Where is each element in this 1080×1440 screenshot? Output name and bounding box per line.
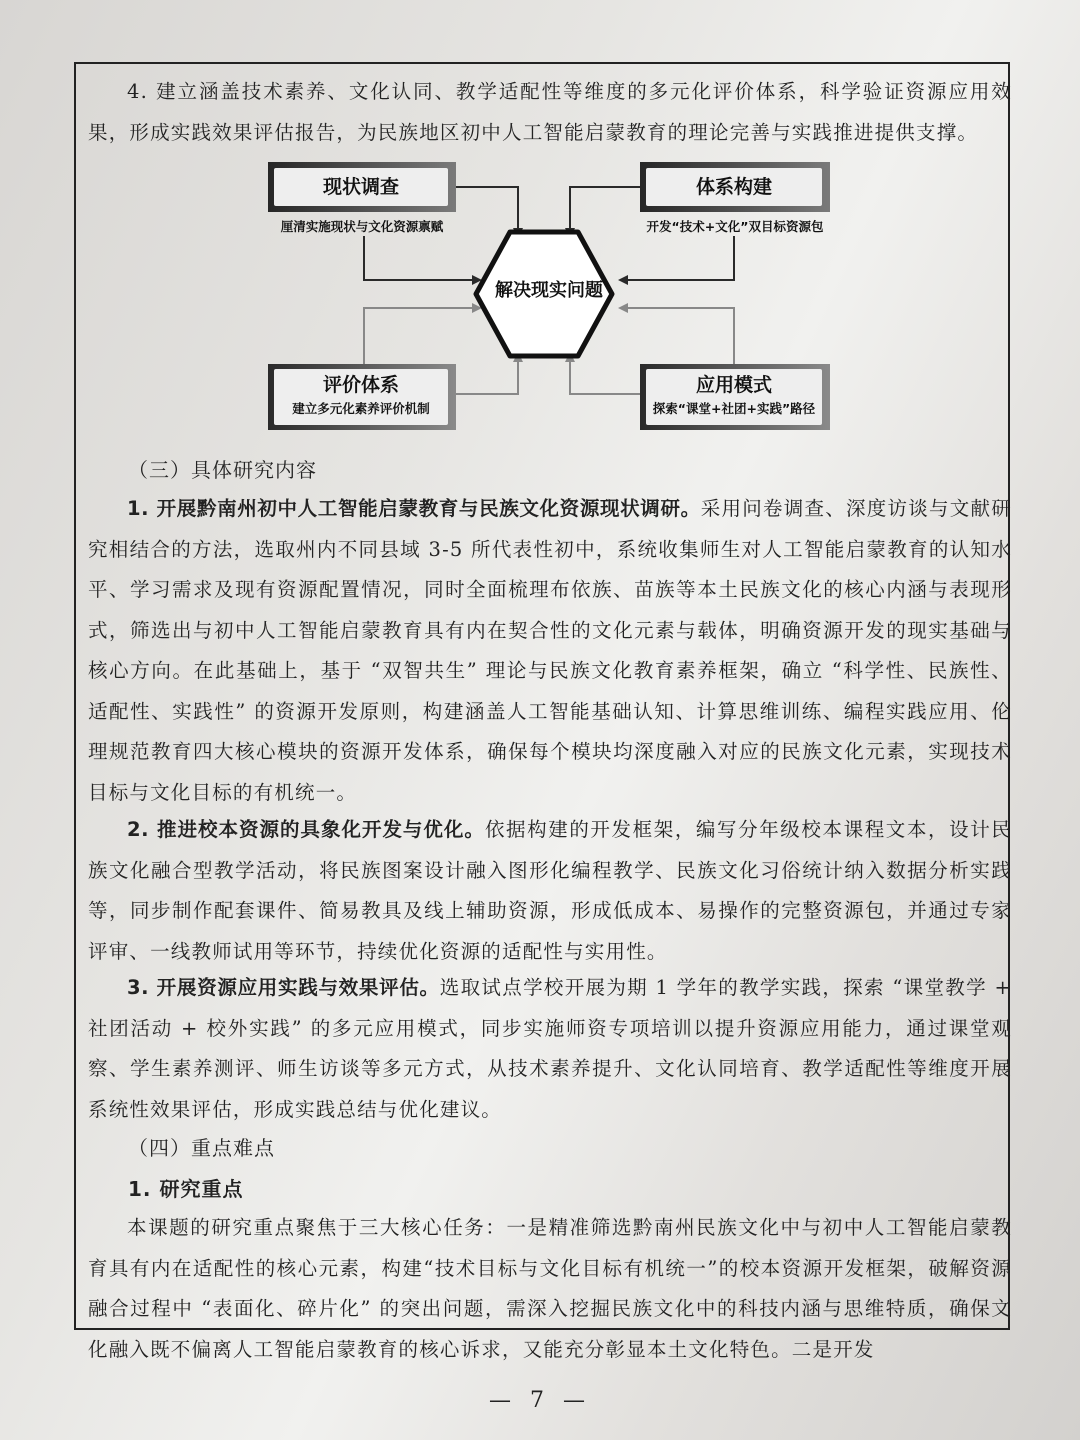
focus-paragraph: 本课题的研究重点聚焦于三大核心任务：一是精准筛选黔南州民族文化中与初中人工智能启蒙教育具有内在适配性的核心元素，构建“技术目标与文化目标有机统一”的校本资源开发框架，破解资源融合过程中 “表面化、碎片化” 的突出问题，需深入挖掘民族文化中的科技内涵与思维特质，确保文化融入既不偏离人工智能启蒙教育的核心诉求，又能充分彰显本土文化特色。二是开发 bbox=[88, 1216, 1012, 1361]
box-status-survey-subtitle: 厘清实施现状与文化资源禀赋 bbox=[280, 219, 444, 234]
item-3-body: 选取试点学校开展为期 1 学年的教学实践，探索 “课堂教学 + 社团活动 + 校外实践” 的多元应用模式，同步实施师资专项培训以提升资源应用能力，通过课堂观察、学生素养测评、师生访谈等多元方式，从技术素养提升、文化认同培育、教学适配性等维度开展系统性效果评估，形成实践总结与优化建议。 bbox=[88, 976, 1012, 1121]
arrow-bottom-left bbox=[456, 354, 518, 394]
box-application-mode-title: 应用模式 bbox=[695, 374, 772, 396]
page-number: — 7 — bbox=[489, 1388, 591, 1413]
box-system-build-title: 体系构建 bbox=[646, 168, 822, 206]
item-1-paragraph bbox=[88, 489, 1012, 813]
box-status-survey-title: 现状调查 bbox=[274, 168, 448, 206]
intro-paragraph: 4. 建立涵盖技术素养、文化认同、教学适配性等维度的多元化评价体系，科学验证资源应用效果，形成实践效果评估报告，为民族地区初中人工智能启蒙教育的理论完善与实践推进提供支撑。 bbox=[88, 80, 1012, 144]
box-system-build-subtitle: 开发“技术+文化”双目标资源包 bbox=[646, 219, 824, 234]
box-application-mode bbox=[640, 364, 830, 430]
arrow-bottom-right bbox=[570, 354, 644, 394]
box-evaluation-system-subtitle: 建立多元化素养评价机制 bbox=[292, 401, 430, 416]
center-hexagon-label: 解决现实问题 bbox=[495, 280, 603, 301]
section-3-heading: （三）具体研究内容 bbox=[128, 458, 317, 482]
arrow-left-lower bbox=[364, 308, 480, 364]
diagram-connectors bbox=[0, 0, 1080, 440]
item-2-body: 依据构建的开发框架，编写分年级校本课程文本，设计民族文化融合型教学活动，将民族图案设计融入图形化编程教学、民族文化习俗统计纳入数据分析实践等，同步制作配套课件、简易教具及线上辅助资源，形成低成本、易操作的完整资源包，并通过专家评审、一线教师试用等环节，持续优化资源的适配性与实用性。 bbox=[88, 818, 1012, 963]
box-system-build bbox=[640, 162, 830, 238]
arrow-right-upper bbox=[620, 236, 734, 280]
item-1-title: 1. 开展黔南州初中人工智能启蒙教育与民族文化资源现状调研。 bbox=[127, 497, 701, 520]
item-2-title: 2. 推进校本资源的具象化开发与优化。 bbox=[127, 818, 485, 841]
item-3-paragraph bbox=[88, 968, 1012, 1130]
arrow-right-lower bbox=[620, 308, 734, 364]
item-2-paragraph bbox=[88, 810, 1012, 972]
item-3-title: 3. 开展资源应用实践与效果评估。 bbox=[127, 976, 440, 999]
item-1-body: 采用问卷调查、深度访谈与文献研究相结合的方法，选取州内不同县域 3-5 所代表性初中，系统收集师生对人工智能启蒙教育的认知水平、学习需求及现有资源配置情况，同时全面梳理布依族、苗族等本土民族文化的核心内涵与表现形式，筛选出与初中人工智能启蒙教育具有内在契合性的文化元素与载体，明确资源开发的现实基础与核心方向。在此基础上，基于 “双智共生” 理论与民族文化教育素养框架，确立 “科学性、民族性、适配性、实践性” 的资源开发原则，构建涵盖人工智能基础认知、计算思维训练、编程实践应用、伦理规范教育四大核心模块的资源开发体系，确保每个模块均深度融入对应的民族文化元素，实现技术目标与文化目标的有机统一。 bbox=[88, 497, 1012, 804]
box-evaluation-system bbox=[268, 364, 456, 430]
arrow-top-left bbox=[456, 187, 518, 236]
section-4-heading: （四）重点难点 bbox=[128, 1136, 275, 1160]
key-points-heading: 1. 研究重点 bbox=[128, 1177, 244, 1201]
arrow-left-upper bbox=[364, 236, 480, 280]
box-application-mode-subtitle: 探索“课堂+社团+实践”路径 bbox=[652, 401, 816, 416]
box-evaluation-system-title: 评价体系 bbox=[322, 374, 399, 396]
box-status-survey bbox=[268, 162, 456, 238]
arrow-top-right bbox=[570, 187, 644, 236]
